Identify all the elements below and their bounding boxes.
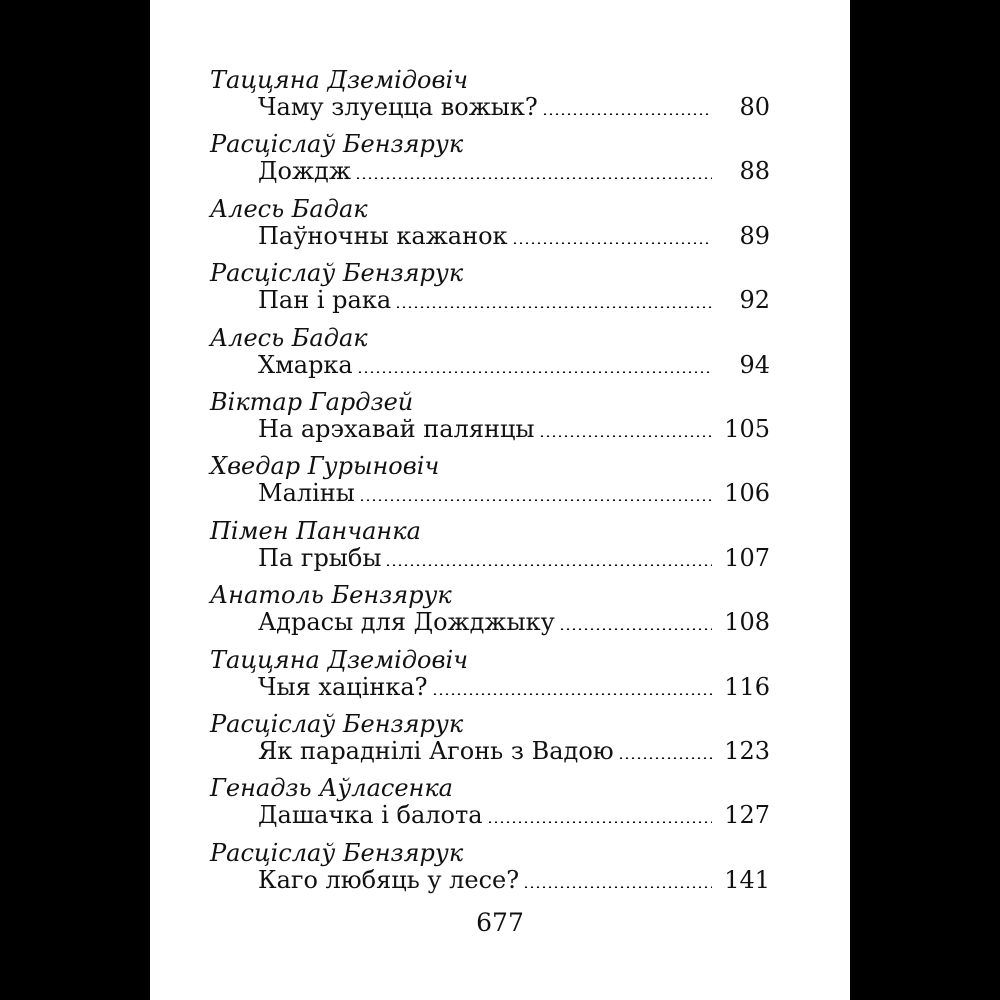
toc-entry (150, 833, 850, 897)
entry-page-number: 88 (739, 157, 770, 186)
entry-line (258, 478, 770, 508)
entry-title: Па грыбы (258, 543, 382, 572)
entry-author: Расціслаў Бензярук (210, 259, 464, 288)
entry-page-number: 106 (724, 479, 770, 508)
entry-author: Расціслаў Бензярук (210, 709, 464, 738)
entry-author: Алесь Бадак (210, 194, 368, 223)
entry-page-number: 92 (739, 286, 770, 315)
entry-title: Чыя хацінка? (258, 672, 428, 701)
book-page (150, 0, 850, 1000)
entry-line (258, 865, 770, 895)
entry-author: Таццяна Дземідовіч (210, 645, 469, 674)
entry-line (258, 607, 770, 637)
entry-line (258, 156, 770, 186)
dot-leader (559, 628, 712, 630)
entry-line (258, 800, 770, 830)
dot-leader (432, 693, 712, 695)
toc-entry (150, 640, 850, 704)
entry-line (258, 350, 770, 380)
toc-entry (150, 60, 850, 124)
entry-title: Маліны (258, 479, 355, 508)
entry-title: Хмарка (258, 350, 353, 379)
entry-page-number: 127 (724, 801, 770, 830)
dot-leader (542, 113, 712, 115)
entry-page-number: 123 (724, 736, 770, 765)
entry-title: Дождж (258, 157, 351, 186)
entry-author: Анатоль Бензярук (210, 581, 452, 610)
dot-leader (395, 306, 712, 308)
dot-leader (539, 435, 713, 437)
entry-author: Генадзь Аўласенка (210, 774, 453, 803)
entry-title: Адрасы для Дожджыку (258, 608, 555, 637)
entry-title: На арэхавай палянцы (258, 414, 535, 443)
dot-leader (618, 757, 712, 759)
entry-page-number: 80 (739, 93, 770, 121)
entry-title: Чаму злуецца вожык? (258, 93, 538, 121)
entry-title: Як параднілі Агонь з Вадою (258, 736, 614, 765)
entry-line (258, 414, 770, 444)
entry-author: Віктар Гардзей (210, 387, 414, 416)
entry-page-number: 89 (739, 221, 770, 250)
dot-leader (357, 371, 712, 373)
entry-line (258, 736, 770, 766)
entry-line (258, 285, 770, 315)
entry-author: Хведар Гурыновіч (210, 452, 440, 481)
toc-entry (150, 382, 850, 446)
dot-leader (359, 499, 712, 501)
entry-title: Каго любяць у лесе? (258, 865, 520, 894)
dot-leader (355, 177, 712, 179)
toc-entry (150, 318, 850, 382)
toc-entry (150, 511, 850, 575)
entry-page-number: 107 (724, 543, 770, 572)
entry-author: Расціслаў Бензярук (210, 838, 464, 867)
entry-page-number: 141 (724, 865, 770, 894)
entry-author: Алесь Бадак (210, 323, 368, 352)
page-number: 677 (476, 908, 524, 937)
entry-author: Пімен Панчанка (210, 516, 421, 545)
entry-page-number: 116 (724, 672, 770, 701)
dot-leader (512, 242, 712, 244)
entry-line (258, 543, 770, 573)
dot-leader (523, 886, 712, 888)
toc-entry (150, 189, 850, 253)
toc-entry (150, 575, 850, 639)
toc-entry (150, 768, 850, 832)
entry-line (258, 92, 770, 122)
entry-author: Расціслаў Бензярук (210, 130, 464, 159)
entry-line (258, 221, 770, 251)
entry-page-number: 105 (724, 414, 770, 443)
dot-leader (385, 564, 712, 566)
toc-entry (150, 124, 850, 188)
toc-entry (150, 704, 850, 768)
entry-author: Таццяна Дземідовіч (210, 66, 469, 94)
entry-title: Паўночны кажанок (258, 221, 508, 250)
toc-entry (150, 446, 850, 510)
entry-line (258, 672, 770, 702)
toc-entry (150, 253, 850, 317)
entry-title: Дашачка і балота (258, 801, 483, 830)
table-of-contents (150, 60, 850, 897)
entry-page-number: 108 (724, 608, 770, 637)
dot-leader (487, 821, 712, 823)
entry-title: Пан і рака (258, 286, 392, 315)
entry-page-number: 94 (739, 350, 770, 379)
